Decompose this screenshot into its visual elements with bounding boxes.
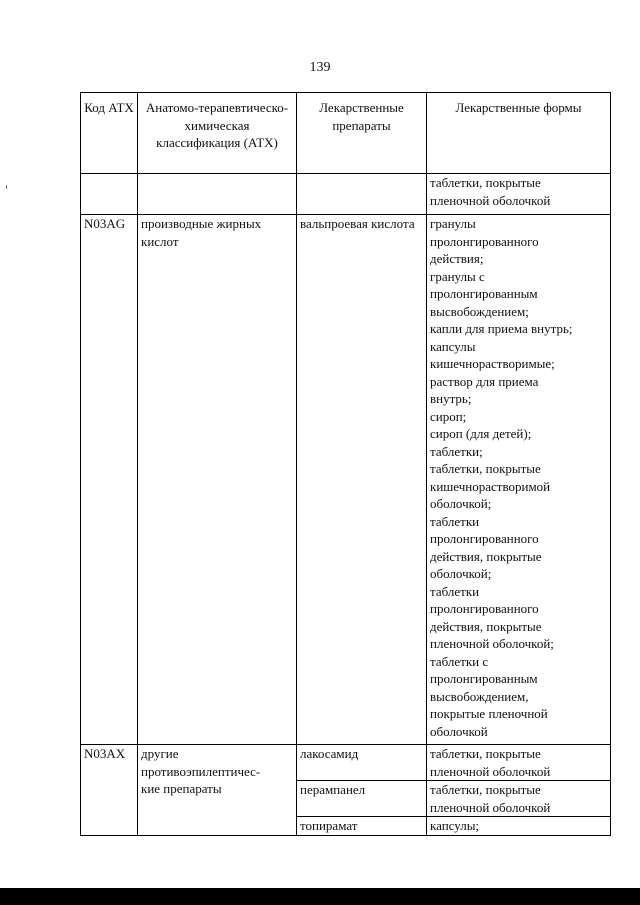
form-line: пролонгированного: [430, 531, 539, 546]
form-line: пленочной оболочкой;: [430, 636, 554, 651]
form-line: гранулы с: [430, 268, 485, 284]
cell-drug: лакосамид: [297, 745, 427, 781]
form-line: высвобождением;: [430, 303, 529, 319]
form-line: таблетки;: [430, 443, 483, 459]
form-line: оболочкой;: [430, 566, 492, 581]
form-line: таблетки, покрытые: [430, 746, 541, 761]
scan-bottom-edge: [0, 888, 640, 905]
form-line: таблетки: [430, 513, 480, 529]
classification-line: другие: [141, 746, 179, 761]
form-line: кишечнорастворимые;: [430, 356, 555, 371]
form-line: таблетки, покрытые: [430, 782, 541, 797]
form-line: внутрь;: [430, 391, 472, 406]
form-line: таблетки, покрытые: [430, 175, 541, 190]
form-line: пленочной оболочкой: [430, 763, 551, 779]
cell-code: N03AG: [81, 215, 138, 745]
form-line: пролонгированного: [430, 601, 539, 616]
classification-line: противоэпилептичес-: [141, 763, 261, 779]
cell-classification: производные жирных кислот: [138, 215, 297, 745]
form-line: капсулы;: [430, 818, 480, 833]
table-row-n03ax-lacosamide: [81, 745, 611, 781]
cell-forms: [427, 215, 611, 745]
page-number: 139: [309, 60, 331, 75]
header-forms: Лекарственные формы: [427, 93, 611, 174]
form-line: пролонгированным: [430, 286, 538, 301]
form-line: сироп (для детей);: [430, 426, 532, 441]
form-line: капсулы: [430, 338, 476, 354]
cell-forms: [427, 745, 611, 781]
classification-line: кие препараты: [141, 781, 222, 796]
form-line: оболочкой: [430, 723, 488, 739]
header-drugs: Лекарственные препараты: [297, 93, 427, 174]
cell-empty: [81, 174, 138, 215]
form-line: таблетки, покрытые: [430, 461, 541, 476]
form-line: кишечнорастворимой: [430, 478, 551, 494]
cell-drug: перампанел: [297, 781, 427, 817]
cell-forms: [427, 817, 611, 836]
atx-drug-table: [80, 92, 611, 836]
cell-forms: [427, 174, 611, 215]
cell-drug: топирамат: [297, 817, 427, 836]
form-line: гранулы: [430, 216, 476, 231]
form-line: капли для приема внутрь;: [430, 321, 573, 336]
form-line: таблетки: [430, 583, 480, 599]
form-line: действия, покрытые: [430, 618, 542, 634]
header-classification: Анатомо-терапевтическо-химическая классификация (АТХ): [138, 93, 297, 174]
cell-classification: [138, 745, 297, 836]
form-line: таблетки с: [430, 653, 489, 669]
form-line: пролонгированного: [430, 233, 539, 249]
cell-code: N03AX: [81, 745, 138, 836]
cell-forms: [427, 781, 611, 817]
cell-drug: вальпроевая кислота: [297, 215, 427, 745]
form-line: оболочкой;: [430, 496, 492, 511]
form-line: действия, покрытые: [430, 548, 542, 564]
table-row-continuation: [81, 174, 611, 215]
form-line: покрытые пленочной: [430, 706, 548, 721]
form-line: действия;: [430, 251, 484, 266]
cell-empty: [297, 174, 427, 215]
table-header-row: [81, 93, 611, 174]
form-line: пленочной оболочкой: [430, 799, 551, 815]
form-line: сироп;: [430, 408, 467, 424]
form-line: пролонгированным: [430, 671, 538, 686]
cell-empty: [138, 174, 297, 215]
header-code: Код АТХ: [81, 93, 138, 174]
table-row-n03ag: [81, 215, 611, 745]
form-line: пленочной оболочкой: [430, 192, 551, 208]
scan-artifact: [6, 185, 7, 189]
form-line: высвобождением,: [430, 688, 529, 704]
form-line: раствор для приема: [430, 373, 539, 389]
